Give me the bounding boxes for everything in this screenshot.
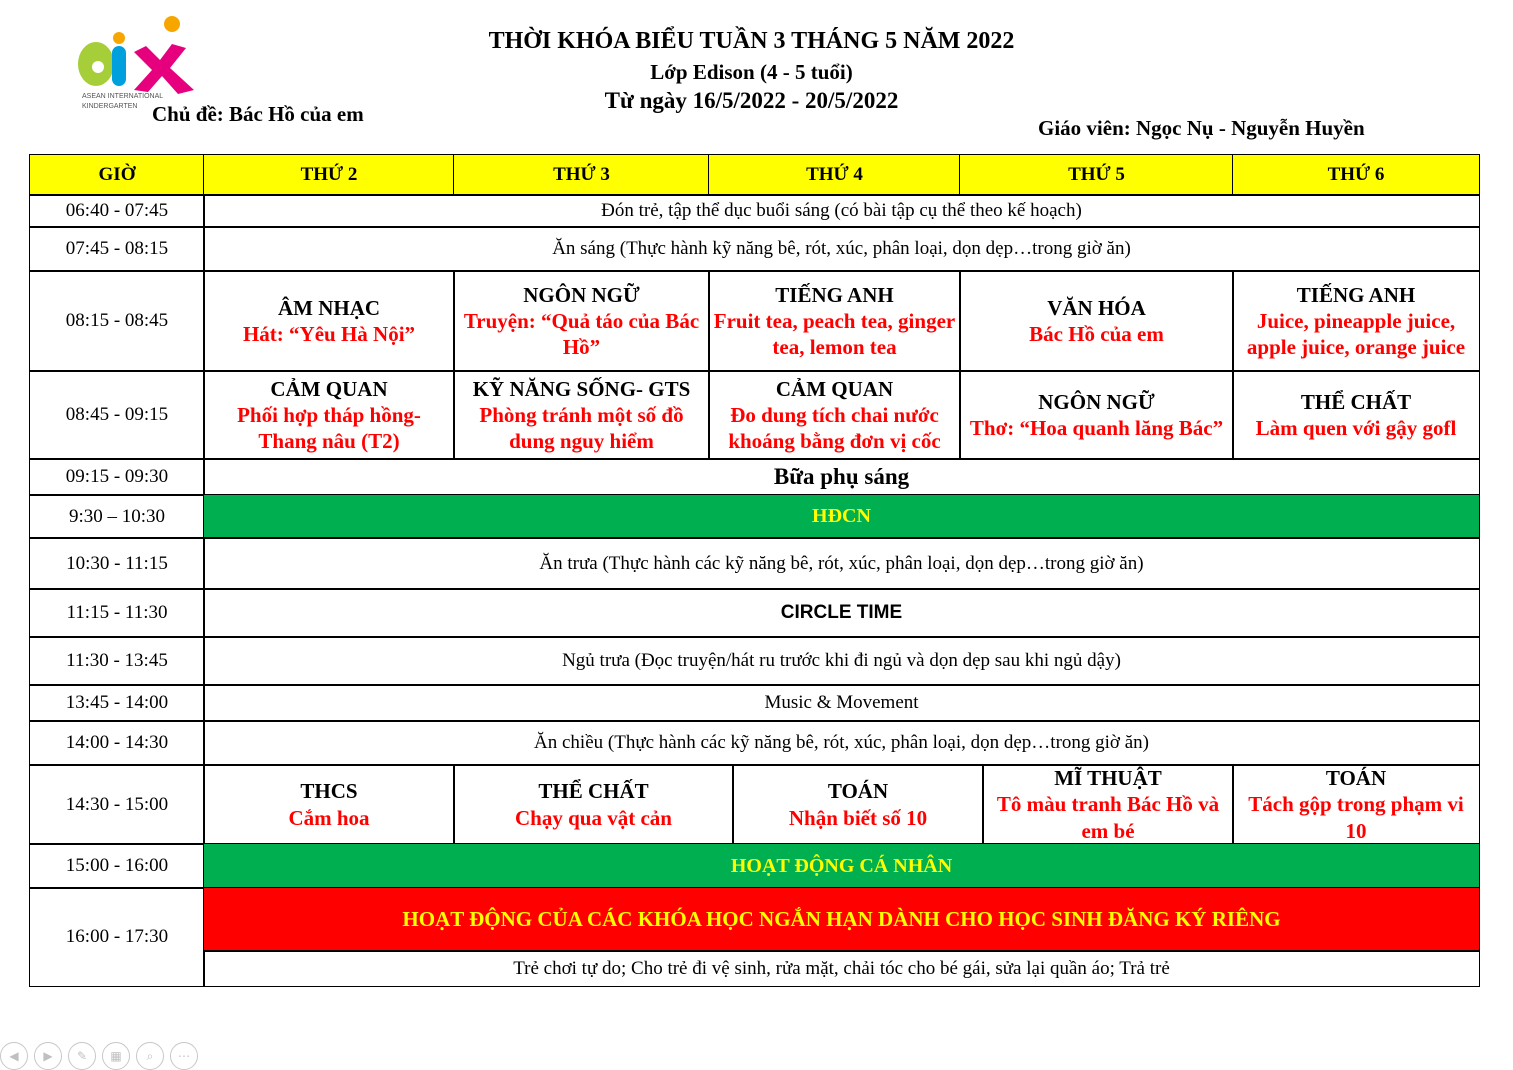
subject-name: VĂN HÓA	[1047, 295, 1146, 320]
afternoon-snack-activity: Ăn chiều (Thực hành các kỹ năng bê, rót, xúc, phân loại, dọn dẹp…trong giờ ăn)	[203, 720, 1480, 766]
lesson-detail: Phối hợp tháp hồng- Thang nâu (T2)	[237, 402, 421, 454]
lesson-cell-fri-slot3	[1232, 764, 1480, 845]
lesson-cell-wed-slot1	[708, 270, 961, 372]
lesson-detail: Nhận biết số 10	[788, 805, 928, 830]
lesson-detail: Cắm hoa	[288, 805, 370, 830]
subject-name: TIẾNG ANH	[1296, 282, 1416, 307]
lesson-cell-thu-slot2	[959, 370, 1234, 460]
next-icon[interactable]: ▶	[34, 1042, 62, 1070]
time-cell: 16:00 - 17:30	[29, 887, 205, 987]
time-cell: 11:15 - 11:30	[29, 588, 205, 638]
lesson-detail: Tô màu tranh Bác Hồ và em bé	[996, 792, 1220, 843]
lesson-detail: Bác Hồ của em	[1029, 322, 1164, 346]
subject-name: CẢM QUAN	[775, 376, 894, 401]
lesson-detail: Thơ: “Hoa quanh lăng Bác”	[969, 416, 1224, 440]
lesson-cell-wed-slot3	[732, 764, 984, 845]
lesson-detail: Tách gộp trong phạm vi 10	[1248, 792, 1464, 843]
subject-name: NGÔN NGỮ	[523, 282, 640, 307]
breakfast-activity: Ăn sáng (Thực hành kỹ năng bê, rót, xúc, phân loại, dọn dẹp…trong giờ ăn)	[203, 226, 1480, 272]
time-cell: 10:30 - 11:15	[29, 537, 205, 590]
theme-label: Chủ đề: Bác Hồ của em	[152, 102, 364, 126]
music-activity: Music & Movement	[203, 684, 1480, 722]
time-cell: 07:45 - 08:15	[29, 226, 205, 272]
time-cell: 14:00 - 14:30	[29, 720, 205, 766]
lesson-detail: Phòng tránh một số đồ dung nguy hiểm	[479, 402, 684, 454]
column-header-thursday: THỨ 5	[959, 154, 1234, 196]
lesson-cell-wed-slot2	[708, 370, 961, 460]
schedule-title: THỜI KHÓA BIỂU TUẦN 3 THÁNG 5 NĂM 2022	[488, 28, 1015, 54]
subject-name: TOÁN	[1325, 766, 1387, 791]
class-name: Lớp Edison (4 - 5 tuổi)	[650, 60, 853, 84]
subject-name: MĨ THUẬT	[1054, 766, 1162, 791]
svg-text:KINDERGARTEN: KINDERGARTEN	[82, 103, 138, 110]
subject-name: NGÔN NGỮ	[1038, 389, 1155, 414]
previous-icon[interactable]: ◀	[0, 1042, 28, 1070]
time-cell: 13:45 - 14:00	[29, 684, 205, 722]
hdcn-band: HĐCN	[203, 494, 1480, 539]
lesson-detail: Đo dung tích chai nước khoáng bằng đơn vị cốc	[728, 402, 941, 454]
time-cell: 06:40 - 07:45	[29, 194, 205, 228]
time-cell: 08:15 - 08:45	[29, 270, 205, 372]
time-cell: 11:30 - 13:45	[29, 636, 205, 686]
subject-name: ÂM NHẠC	[277, 295, 381, 320]
lesson-detail: Làm quen với gậy gofl	[1255, 416, 1457, 440]
subject-name: THỂ CHẤT	[538, 779, 649, 804]
lesson-cell-mon-slot3	[203, 764, 455, 845]
lesson-detail: Juice, pineapple juice, apple juice, orange juice	[1246, 308, 1466, 360]
zoom-icon[interactable]: ⌕	[136, 1042, 164, 1070]
time-cell: 9:30 – 10:30	[29, 494, 205, 539]
subject-name: CẢM QUAN	[270, 376, 388, 401]
snack-activity: Bữa phụ sáng	[203, 458, 1480, 496]
teacher-label: Giáo viên: Ngọc Nụ - Nguyễn Huyền	[1038, 116, 1365, 140]
time-cell: 09:15 - 09:30	[29, 458, 205, 496]
pen-icon[interactable]: ✎	[68, 1042, 96, 1070]
lesson-cell-thu-slot1	[959, 270, 1234, 372]
lesson-cell-tue-slot2	[453, 370, 710, 460]
more-icon[interactable]: ⋯	[170, 1042, 198, 1070]
subject-name: THCS	[300, 779, 358, 804]
date-range: Từ ngày 16/5/2022 - 20/5/2022	[604, 88, 899, 113]
slideshow-toolbar	[0, 1042, 198, 1070]
slides-icon[interactable]: ▦	[102, 1042, 130, 1070]
subject-name: TIẾNG ANH	[775, 282, 894, 307]
lesson-detail: Hát: “Yêu Hà Nội”	[242, 322, 416, 346]
column-header-time: GIỜ	[29, 154, 205, 196]
time-cell: 14:30 - 15:00	[29, 764, 205, 845]
circle-time-activity: CIRCLE TIME	[203, 588, 1480, 638]
free-play-activity: Trẻ chơi tự do; Cho trẻ đi vệ sinh, rửa mặt, chải tóc cho bé gái, sửa lại quần áo; Trả trẻ	[203, 950, 1480, 987]
svg-text:ASEAN INTERNATIONAL: ASEAN INTERNATIONAL	[82, 93, 164, 100]
time-cell: 08:45 - 09:15	[29, 370, 205, 460]
lesson-cell-thu-slot3	[982, 764, 1234, 845]
lesson-cell-mon-slot1	[203, 270, 455, 372]
lesson-cell-tue-slot3	[453, 764, 734, 845]
lesson-cell-mon-slot2	[203, 370, 455, 460]
subject-name: KỸ NĂNG SỐNG- GTS	[472, 376, 691, 401]
lesson-detail: Chạy qua vật cản	[515, 805, 672, 830]
short-courses-band: HOẠT ĐỘNG CỦA CÁC KHÓA HỌC NGẮN HẠN DÀNH CHO HỌC SINH ĐĂNG KÝ RIÊNG	[203, 887, 1480, 952]
time-cell: 15:00 - 16:00	[29, 843, 205, 889]
lesson-detail: Truyện: “Quả táo của Bác Hồ”	[463, 308, 700, 360]
lesson-cell-tue-slot1	[453, 270, 710, 372]
arrival-activity: Đón trẻ, tập thể dục buổi sáng (có bài tập cụ thể theo kế hoạch)	[203, 194, 1480, 228]
column-header-friday: THỨ 6	[1232, 154, 1480, 196]
column-header-monday: THỨ 2	[203, 154, 455, 196]
lesson-cell-fri-slot2	[1232, 370, 1480, 460]
column-header-tuesday: THỨ 3	[453, 154, 710, 196]
lesson-cell-fri-slot1	[1232, 270, 1480, 372]
subject-name: THỂ CHẤT	[1300, 389, 1412, 414]
lesson-detail: Fruit tea, peach tea, ginger tea, lemon tea	[713, 308, 956, 360]
lunch-activity: Ăn trưa (Thực hành các kỹ năng bê, rót, xúc, phân loại, dọn dẹp…trong giờ ăn)	[203, 537, 1480, 590]
subject-name: TOÁN	[827, 779, 889, 804]
column-header-wednesday: THỨ 4	[708, 154, 961, 196]
nap-activity: Ngủ trưa (Đọc truyện/hát ru trước khi đi ngủ và dọn dẹp sau khi ngủ dậy)	[203, 636, 1480, 686]
individual-activity-band: HOẠT ĐỘNG CÁ NHÂN	[203, 843, 1480, 889]
